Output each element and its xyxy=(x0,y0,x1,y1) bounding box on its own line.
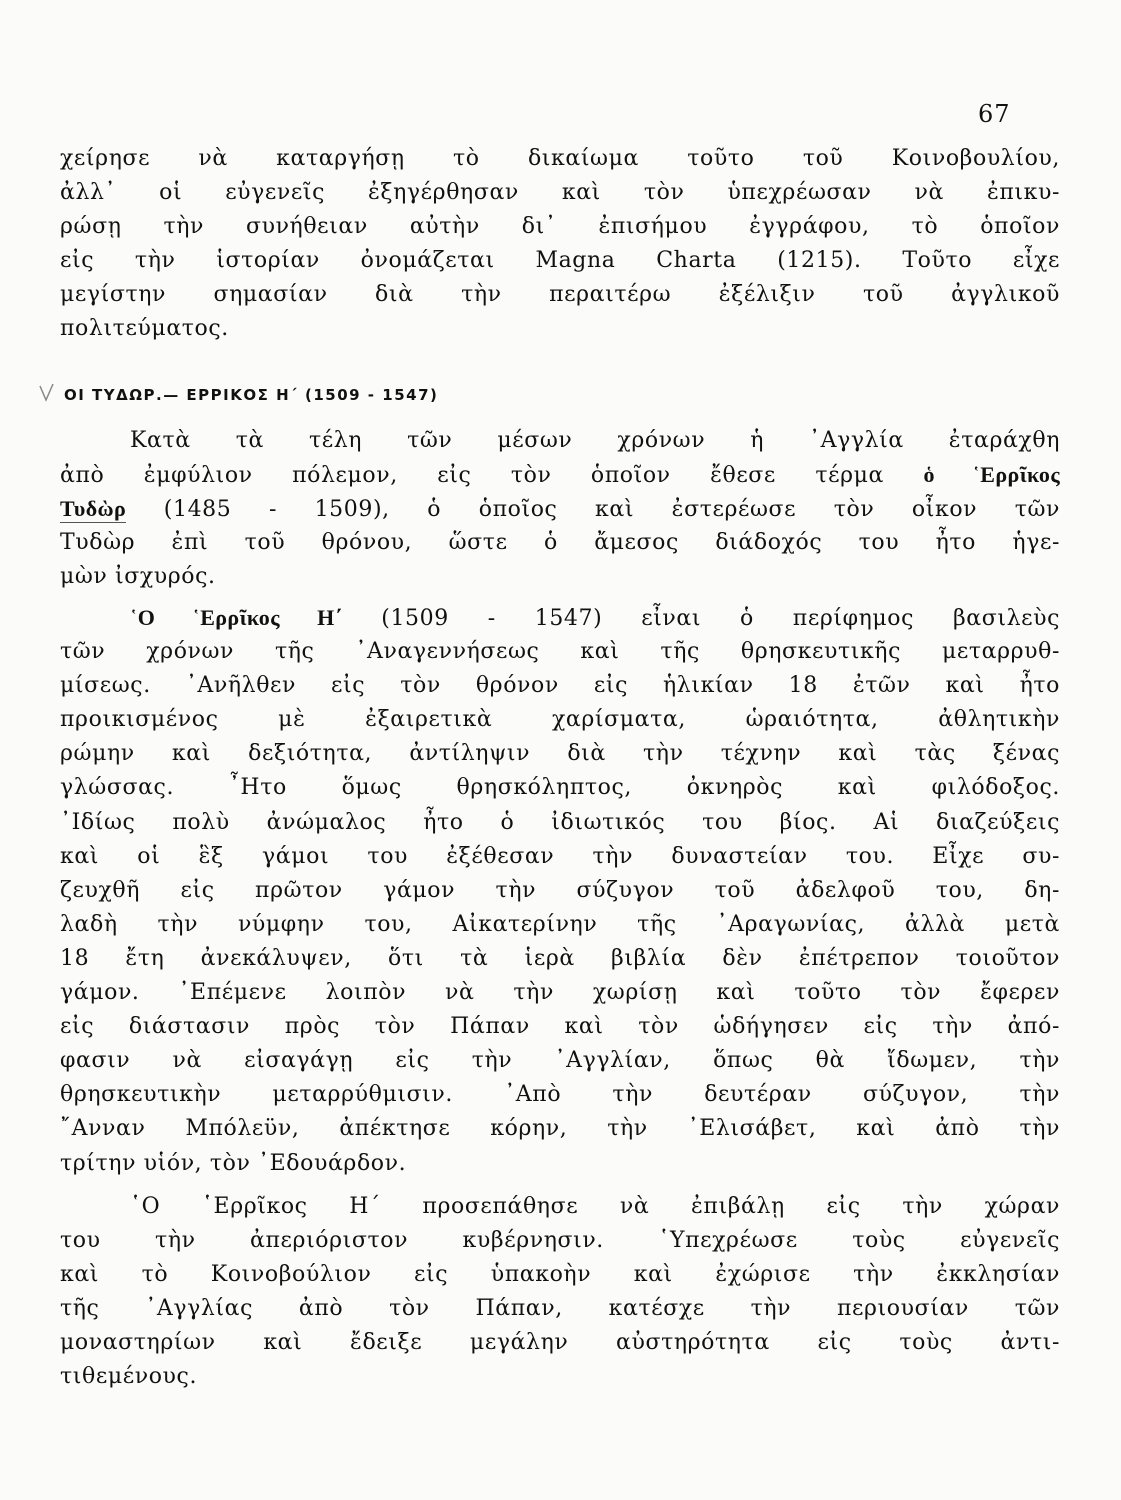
paragraph-henry-viii xyxy=(60,601,1060,1181)
text-line xyxy=(60,601,1060,635)
text-line: λαδὴ τὴν νύμφην του, Αἰκατερίνην τῆς ᾿Αραγωνίας, ἀλλὰ μετὰ xyxy=(60,911,1060,937)
text-line xyxy=(60,458,1060,492)
section-heading: ΟΙ ΤΥΔΩΡ.— ΕΡΡΙΚΟΣ Η΄ (1509 - 1547) xyxy=(64,386,439,404)
text-line: εἰς διάστασιν πρὸς τὸν Πάπαν καὶ τὸν ὡδήγησεν εἰς τὴν ἀπό- xyxy=(60,1014,1060,1040)
text-line: τρίτην υἱόν, τὸν ᾿Εδουάρδον. xyxy=(60,1150,407,1176)
paragraph-absolute-rule xyxy=(60,1190,1060,1395)
text-line: ρώσῃ τὴν συνήθειαν αὐτὴν δι᾿ ἐπισήμου ἐγγράφου, τὸ ὁποῖον xyxy=(60,214,1060,240)
text-line: μοναστηρίων καὶ ἔδειξε μεγάλην αὐστηρότητα εἰς τοὺς ἀντι- xyxy=(60,1330,1060,1356)
text-line: ζευχθῆ εἰς πρῶτον γάμον τὴν σύζυγον τοῦ ἀδελφοῦ του, δη- xyxy=(60,877,1060,903)
text-line: ᾿Ιδίως πολὺ ἀνώμαλος ἦτο ὁ ἰδιωτικός του βίος. Αἱ διαζεύξεις xyxy=(60,809,1060,835)
text-line: χείρησε νὰ καταργήσῃ τὸ δικαίωμα τοῦτο τοῦ Κοινοβουλίου, xyxy=(60,146,1060,171)
text-line: πολιτεύματος. xyxy=(60,316,229,342)
text-line: ρώμην καὶ δεξιότητα, ἀντίληψιν διὰ τὴν τέχνην καὶ τὰς ξένας xyxy=(60,741,1060,767)
text-line: θρησκευτικὴν μεταρρύθμισιν. ᾿Απὸ τὴν δευτέραν σύζυγον, τὴν xyxy=(60,1082,1060,1108)
text-line: εἰς τὴν ἱστορίαν ὀνομάζεται Magna Charta (1215). Τοῦτο εἶχε xyxy=(60,248,1060,274)
text-line: ῎Ανναν Μπόλεϋν, ἀπέκτησε κόρην, τὴν ᾿Ελισάβετ, καὶ ἀπὸ τὴν xyxy=(60,1116,1060,1142)
text-segment: (1509 - 1547) εἶναι ὁ περίφημος βασιλεὺς xyxy=(381,606,1060,631)
text-line: Τυδὼρ ἐπὶ τοῦ θρόνου, ὥστε ὁ ἄμεσος διάδοχός του ἦτο ἡγε- xyxy=(60,530,1060,556)
text-line: του τὴν ἀπεριόριστον κυβέρνησιν. ῾Υπεχρέωσε τοὺς εὐγενεῖς xyxy=(60,1228,1060,1254)
text-line: καὶ τὸ Κοινοβούλιον εἰς ὑπακοὴν καὶ ἐχώρισε τὴν ἐκκλησίαν xyxy=(60,1262,1060,1288)
text-segment: (1485 - 1509), ὁ ὁποῖος καὶ ἐστερέωσε τὸν οἶκον τῶν xyxy=(163,497,1061,523)
paragraph-magna-charta xyxy=(60,142,1060,347)
text-line xyxy=(60,492,1060,526)
text-line: μίσεως. ᾿Ανῆλθεν εἰς τὸν θρόνον εἰς ἡλικίαν 18 ἐτῶν καὶ ἦτο xyxy=(60,673,1060,699)
text-line: Κατὰ τὰ τέλη τῶν μέσων χρόνων ἡ ᾿Αγγλία ἐταράχθη xyxy=(130,428,1060,453)
text-line: καὶ οἱ ἓξ γάμοι του ἐξέθεσαν τὴν δυναστείαν του. Εἶχε συ- xyxy=(60,843,1060,869)
text-line: ῾Ο ῾Ερρῖκος Η΄ προσεπάθησε νὰ ἐπιβάλῃ εἰς τὴν χώραν xyxy=(130,1194,1060,1219)
paragraph-tudors xyxy=(60,424,1060,594)
text-segment: ἀπὸ ἐμφύλιον πόλεμον, εἰς τὸν ὁποῖον ἔθεσε τέρμα xyxy=(60,463,885,489)
text-line: τῶν χρόνων τῆς ᾿Αναγεννήσεως καὶ τῆς θρησκευτικῆς μεταρρυθ- xyxy=(60,639,1060,665)
text-line: τιθεμένους. xyxy=(60,1364,198,1390)
text-line: γάμον. ᾿Επέμενε λοιπὸν νὰ τὴν χωρίσῃ καὶ τοῦτο τὸν ἔφερεν xyxy=(60,980,1060,1006)
page-number: 67 xyxy=(978,100,1011,128)
text-line: τῆς ᾿Αγγλίας ἀπὸ τὸν Πάπαν, κατέσχε τὴν περιουσίαν τῶν xyxy=(60,1296,1060,1322)
text-line: μὼν ἰσχυρός. xyxy=(60,564,216,590)
text-line: 18 ἔτη ἀνεκάλυψεν, ὅτι τὰ ἱερὰ βιβλία δὲν ἐπέτρεπον τοιοῦτον xyxy=(60,945,1060,971)
henry-tudor-name: ὁ ῾Ερρῖκος xyxy=(923,462,1061,488)
text-line: φασιν νὰ εἰσαγάγῃ εἰς τὴν ᾿Αγγλίαν, ὅπως θὰ ἴδωμεν, τὴν xyxy=(60,1048,1060,1074)
henry-viii-name: ῾Ο ῾Ερρῖκος Η΄ xyxy=(130,605,343,630)
text-line: ἀλλ᾿ οἱ εὐγενεῖς ἐξηγέρθησαν καὶ τὸν ὑπεχρέωσαν νὰ ἐπικυ- xyxy=(60,180,1060,206)
text-line: προικισμένος μὲ ἐξαιρετικὰ χαρίσματα, ὡραιότητα, ἀθλητικὴν xyxy=(60,707,1060,733)
text-line: μεγίστην σημασίαν διὰ τὴν περαιτέρω ἐξέλιξιν τοῦ ἀγγλικοῦ xyxy=(60,282,1060,308)
text-line: γλώσσας. ῏Ητο ὅμως θρησκόληπτος, ὀκνηρὸς καὶ φιλόδοξος. xyxy=(60,775,1060,801)
pencil-check-mark-icon xyxy=(38,382,56,404)
tudor-name: Τυδὼρ xyxy=(60,496,127,522)
